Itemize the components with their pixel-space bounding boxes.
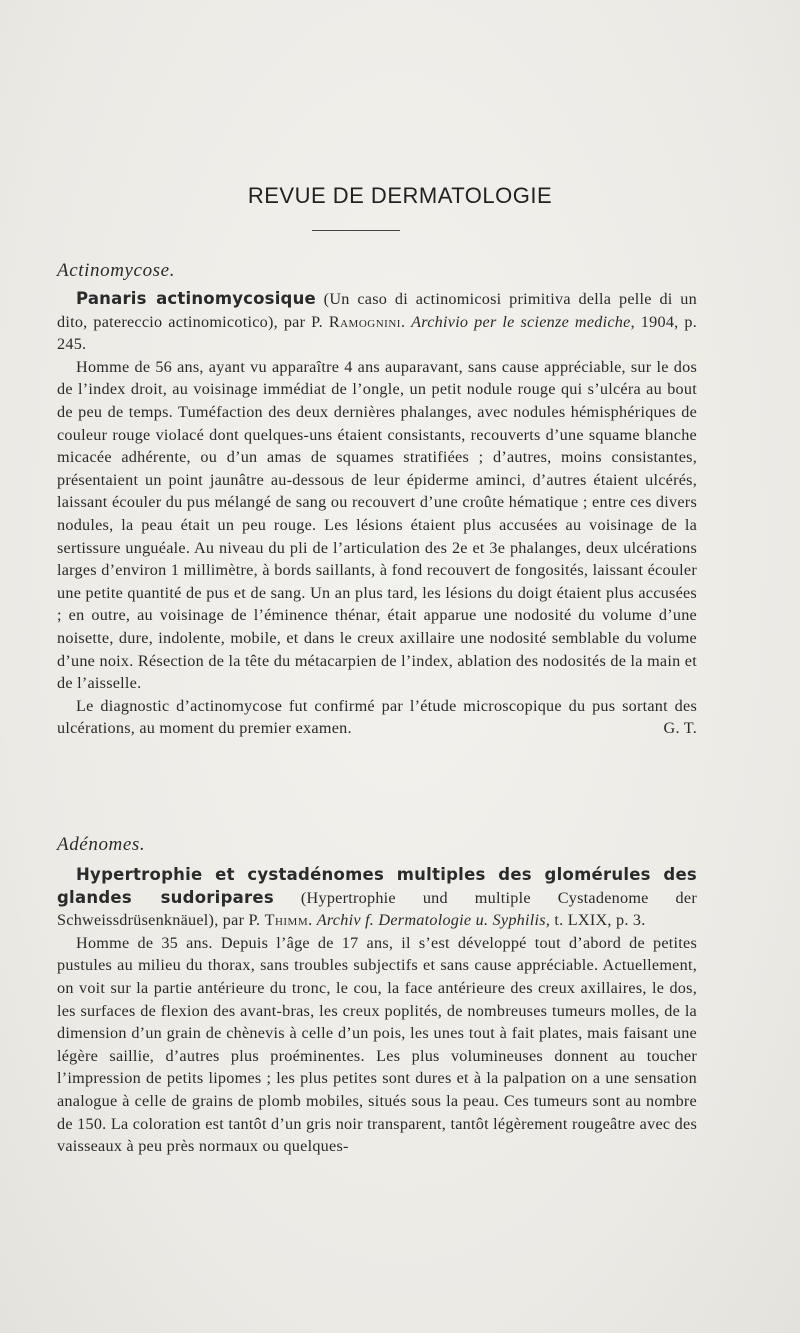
ref-sep: . — [308, 911, 317, 930]
ref-tail: , 1904, p. 245. — [57, 312, 698, 354]
article-reference — [57, 288, 697, 356]
header-rule — [312, 230, 400, 231]
article-journal: Archivio per le scienze mediche — [411, 312, 631, 331]
section-heading: Actinomycose. — [57, 260, 176, 281]
signature: G. T. — [663, 719, 697, 738]
section-adenomes — [57, 832, 697, 1158]
body-paragraph — [57, 695, 697, 740]
body-paragraph: Homme de 56 ans, ayant vu apparaître 4 ans auparavant, sans cause appréciable, sur le dos de l’index droit, au voisinage immédiat de l’ongle, un petit nodule rouge qui s’ulcéra au bout de peu de temps. Tuméfaction des deux dernières phalanges, avec nodules hémisphériques de couleur rouge violacé dont quelques-uns étaient consistants, recouverts d’une squame blanche micacée adhérente, ou d’un amas de squames stratifiées ; d’autres, moins consistantes, présentaient un point jaunâtre au-dessous de leur épiderme aminci, d’autres étaient ulcérés, laissant écouler du pus mélangé de sang ou recouvert d’une croûte hématique ; entre ces divers nodules, la peau était un peu rouge. Les lésions étaient plus accusées au voisinage de la sertissure unguéale. Au niveau du pli de l’articulation des 2e et 3e phalanges, deux ulcérations larges d’environ 1 millimètre, à bords saillants, à fond recouvert de fongosités, laissant écouler une petite quantité de pus et de sang. Un an plus tard, les lésions du doigt étaient plus accusées ; en outre, au voisinage de l’éminence thénar, était apparue une nodosité du volume d’une noisette, dure, indolente, mobile, et dans le creux axillaire une nodosité semblable du volume d’une noix. Résection de la tête du métacarpien de l’index, ablation des nodosités de la main et de l’aisselle. — [57, 357, 697, 693]
article-title: Panaris actinomycosique — [76, 289, 316, 308]
body-paragraph-text: Le diagnostic d’actinomycose fut confirmé par l’étude microscopique du pus sortant des ulcérations, au moment du premier examen. — [57, 696, 697, 738]
section-heading: Adénomes. — [57, 834, 146, 855]
article-ref-plain: (Hypertrophie und multiple Cystadenome der Schweissdrüsenknäuel), par P. — [57, 888, 697, 930]
article-author: Ramognini — [328, 312, 401, 331]
section-actinomycose — [57, 258, 697, 740]
article-ref-plain: (Un caso di actinomicosi primitiva della pelle di un dito, patereccio actinomicotico), par P. — [57, 290, 697, 331]
ref-sep: . — [400, 312, 412, 331]
article-journal: Archiv f. Dermatologie u. Syphilis — [316, 911, 546, 930]
article-title: Hypertrophie et cystadénomes multiples des glomérules des glandes sudoripares — [57, 865, 697, 907]
article-reference — [57, 864, 697, 932]
article-author: Thimm — [264, 911, 309, 930]
ref-tail: , t. LXIX, p. 3. — [545, 911, 646, 930]
journal-header: REVUE DE DERMATOLOGIE — [247, 183, 553, 208]
body-paragraph: Homme de 35 ans. Depuis l’âge de 17 ans, il s’est développé tout d’abord de petites pustules au milieu du thorax, sans troubles subjectifs et sans cause appréciable. Actuellement, on voit sur la partie antérieure du tronc, le cou, la face antérieure des creux axillaires, le dos, les surfaces de flexion des avant-bras, les creux poplités, de nombreuses tumeurs molles, de la dimension d’un grain de chènevis à celle d’un pois, les unes tout à fait plates, mais faisant une légère saillie, d’autres plus proéminentes. Les plus volumineuses donnent au toucher l’impression de petits lipomes ; les plus petites sont dures et à la palpation on a une sensation analogue à celle de grains de plomb mobiles, situés sous la peau. Ces tumeurs sont au nombre de 150. La coloration est tantôt d’un gris noir transparent, tantôt légèrement rougeâtre avec des vaisseaux à peu près normaux ou quelques- — [57, 933, 697, 1156]
